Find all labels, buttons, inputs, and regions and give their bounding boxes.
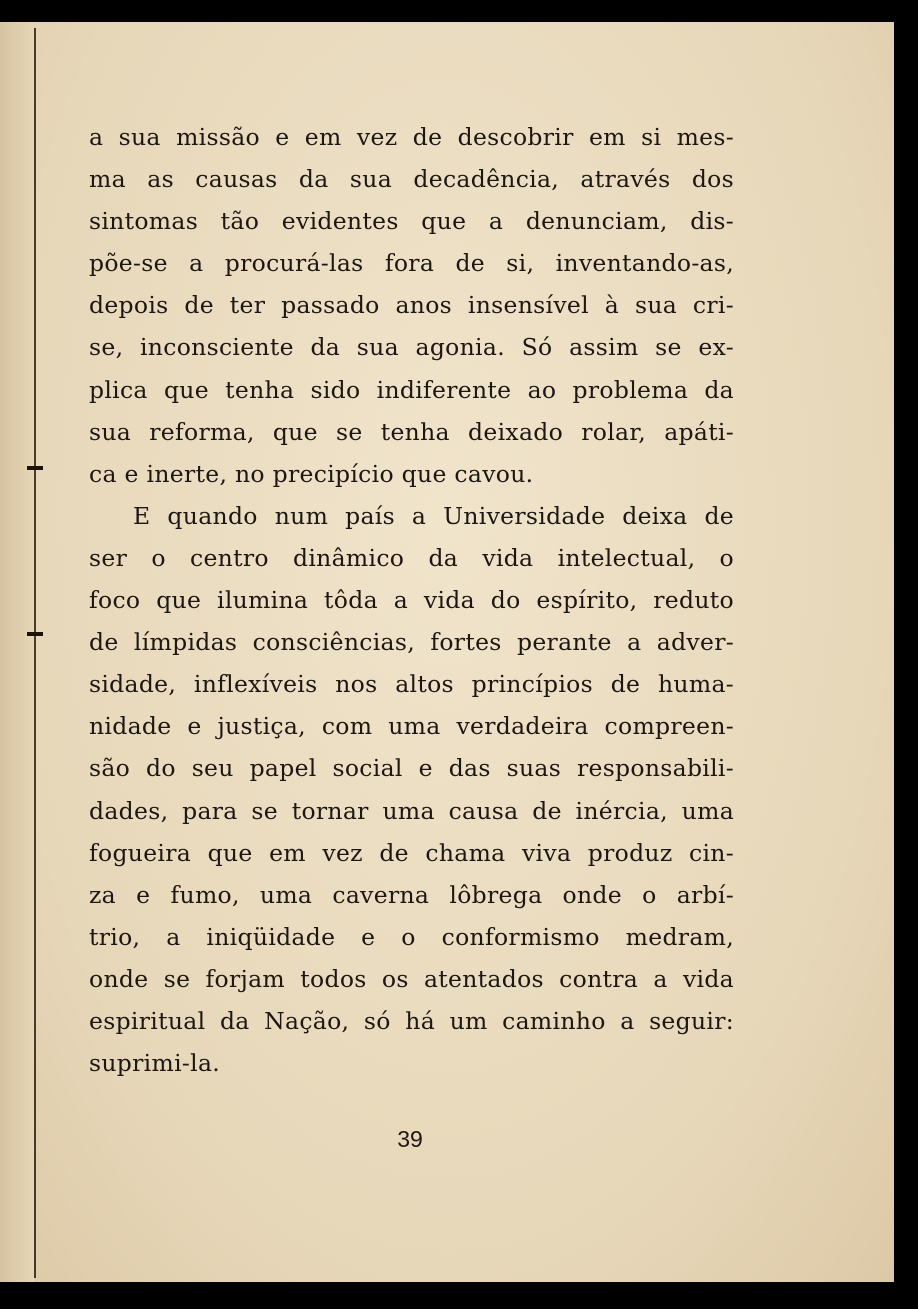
page-top-edge bbox=[0, 0, 894, 22]
text-line: ca e inerte, no precipício que cavou. bbox=[89, 459, 534, 488]
text-line: espiritual da Nação, só há um caminho a seguir: bbox=[89, 1006, 734, 1035]
binding-stitch bbox=[27, 466, 43, 470]
text-line: são do seu papel social e das suas responsabili- bbox=[89, 754, 734, 783]
text-line: de límpidas consciências, fortes perante a adver- bbox=[89, 628, 734, 657]
text-line: põe-se a procurá-las fora de si, inventando-as, bbox=[89, 249, 734, 278]
text-line: onde se forjam todos os atentados contra a vida bbox=[89, 964, 734, 993]
text-line: trio, a iniqüidade e o conformismo medram, bbox=[89, 922, 734, 951]
text-line: ser o centro dinâmico da vida intelectual, o bbox=[89, 543, 734, 572]
text-line: sua reforma, que se tenha deixado rolar, apáti- bbox=[89, 417, 734, 446]
binding-stitch bbox=[27, 632, 43, 636]
text-line: plica que tenha sido indiferente ao problema da bbox=[89, 375, 734, 404]
page-number: 39 bbox=[397, 1126, 423, 1152]
text-line: se, inconsciente da sua agonia. Só assim se ex- bbox=[89, 333, 734, 362]
text-line: sidade, inflexíveis nos altos princípios de huma- bbox=[89, 670, 734, 699]
text-line: E quando num país a Universidade deixa de bbox=[133, 501, 734, 530]
text-line: za e fumo, uma caverna lôbrega onde o arbí- bbox=[89, 880, 734, 909]
paragraph-1 bbox=[89, 116, 734, 495]
paragraph-2 bbox=[89, 495, 734, 1084]
text-line: fogueira que em vez de chama viva produz cin- bbox=[89, 838, 734, 867]
binding-edge-line bbox=[34, 28, 36, 1278]
text-line: sintomas tão evidentes que a denunciam, dis- bbox=[89, 207, 734, 236]
text-line: foco que ilumina tôda a vida do espírito, reduto bbox=[89, 586, 734, 615]
text-line: a sua missão e em vez de descobrir em si mes- bbox=[89, 123, 734, 151]
text-line: suprimi-la. bbox=[89, 1049, 221, 1078]
text-line: dades, para se tornar uma causa de inércia, uma bbox=[89, 796, 734, 825]
text-line: nidade e justiça, com uma verdadeira compreen- bbox=[89, 712, 734, 741]
text-line: depois de ter passado anos insensível à sua cri- bbox=[89, 291, 734, 320]
body-text bbox=[89, 116, 734, 1084]
binding-gutter bbox=[0, 22, 34, 1282]
text-line: ma as causas da sua decadência, através dos bbox=[89, 165, 734, 194]
